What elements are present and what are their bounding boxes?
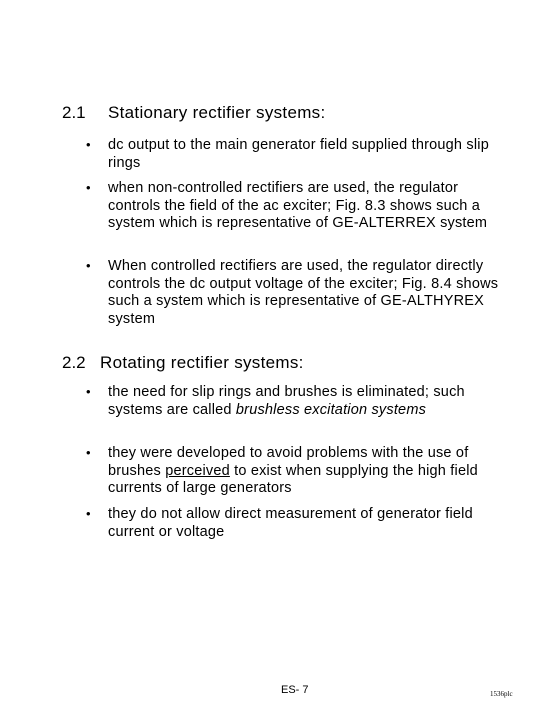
bullet-text xyxy=(108,384,508,419)
section-number: 2.1 xyxy=(62,103,86,122)
page-label: ES- 7 xyxy=(281,684,309,696)
section-number: 2.2 xyxy=(62,353,86,372)
bullet-marker: • xyxy=(86,445,91,460)
bullet-text: When controlled rectifiers are used, the regulator directly controls the dc output voltage of the exciter; Fig. 8.4 shows such a system which is representative of GE-ALTHYREX system xyxy=(108,258,499,327)
bullet-text-part: the need for slip rings and brushes is eliminated; such systems are called xyxy=(108,384,465,418)
document-code: 1536plc xyxy=(490,690,513,698)
bullet-text: when non-controlled rectifiers are used, the regulator controls the field of the ac exciter; Fig. 8.3 shows such a system which is representative of GE-ALTERREX system xyxy=(108,180,488,231)
bullet-text-part: they were developed to avoid problems with the use of brushes xyxy=(108,445,469,479)
bullet-text: dc output to the main generator field supplied through slip rings xyxy=(108,137,489,171)
bullet-marker: • xyxy=(86,137,91,152)
bullet-text-part: to exist when supplying the high field currents of large generators xyxy=(108,462,478,496)
underlined-word: perceived xyxy=(165,462,230,479)
bullet-marker: • xyxy=(86,384,91,399)
bullet-marker: • xyxy=(86,180,91,195)
bullet-text: they do not allow direct measurement of generator field current or voltage xyxy=(108,506,473,540)
section-title: Stationary rectifier systems: xyxy=(108,103,326,122)
emphasized-term: brushless excitation systems xyxy=(235,401,427,418)
bullet-marker: • xyxy=(86,506,91,521)
section-title: Rotating rectifier systems: xyxy=(100,353,304,372)
bullet-marker: • xyxy=(86,258,91,273)
bullet-text xyxy=(108,445,508,498)
